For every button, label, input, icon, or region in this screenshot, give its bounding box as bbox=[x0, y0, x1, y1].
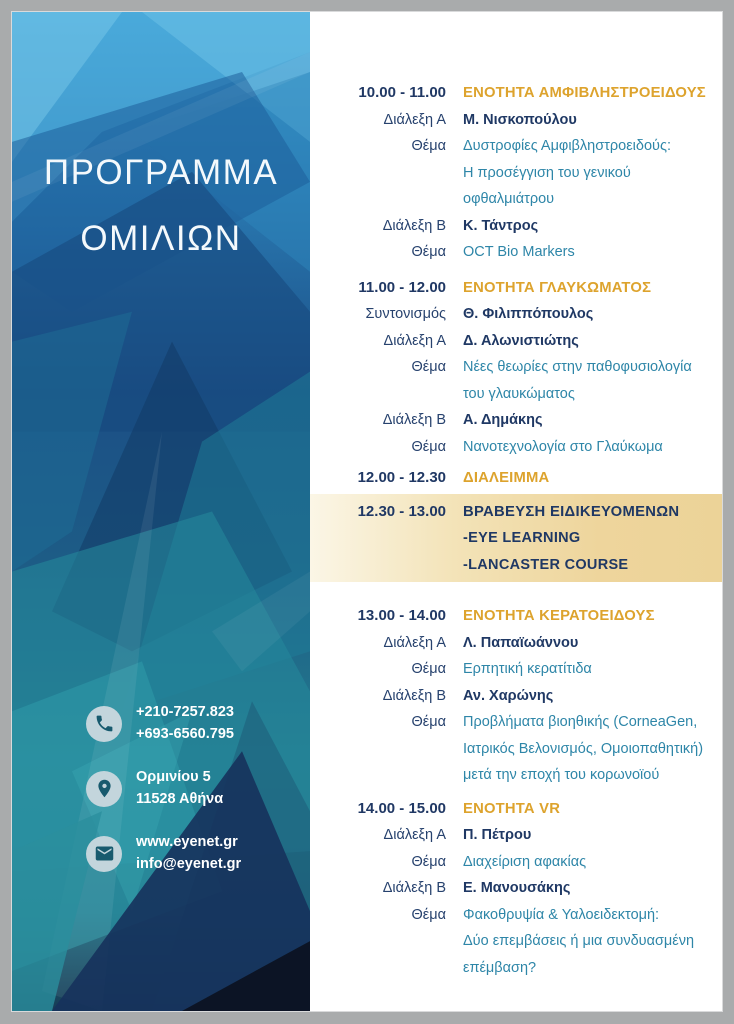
website-url: www.eyenet.gr bbox=[136, 834, 238, 850]
topic-text: Δύο επεμβάσεις ή μια συνδυασμένη bbox=[463, 933, 695, 949]
row-label: Διάλεξη Α bbox=[383, 111, 446, 128]
session-header-row bbox=[310, 465, 722, 492]
speaker-name: Κ. Τάντρος bbox=[463, 217, 539, 234]
contact-phone-text bbox=[136, 702, 234, 745]
row-label: Διάλεξη Β bbox=[382, 880, 446, 896]
row-label: Διάλεξη Α bbox=[383, 332, 446, 349]
session-row bbox=[310, 656, 722, 683]
session-row bbox=[310, 709, 722, 736]
contact-phone bbox=[86, 702, 241, 745]
contact-web-text bbox=[136, 832, 241, 875]
contact-web bbox=[86, 832, 241, 875]
session-header-row bbox=[310, 796, 722, 823]
session-row bbox=[310, 683, 722, 710]
speaker-name: Θ. Φιλιππόπουλος bbox=[463, 306, 594, 322]
poster-title-line2: ΟΜΙΛΙΩΝ bbox=[80, 219, 242, 258]
topic-text: OCT Bio Markers bbox=[463, 244, 575, 260]
row-label: Θέμα bbox=[411, 853, 446, 870]
session-row bbox=[310, 928, 722, 955]
session-block bbox=[310, 465, 722, 492]
schedule bbox=[310, 12, 722, 1011]
topic-text: Νανοτεχνολογία στο Γλαύκωμα bbox=[463, 438, 663, 455]
speaker-name: Μ. Νισκοπούλου bbox=[463, 111, 577, 128]
session-block bbox=[310, 796, 722, 982]
session-row bbox=[310, 213, 722, 240]
speaker-name: Π. Πέτρου bbox=[463, 827, 532, 843]
contact-block bbox=[86, 702, 241, 875]
session-row bbox=[310, 434, 722, 461]
topic-text: Προβλήματα βιοηθικής (CorneaGen, bbox=[463, 714, 698, 730]
contact-address-text bbox=[136, 767, 223, 810]
session-time: 12.00 - 12.30 bbox=[357, 469, 446, 486]
topic-text: Ερπητική κερατίτιδα bbox=[463, 661, 592, 677]
award-line: -EYE LEARNING bbox=[463, 530, 581, 546]
phone-number-2: +693-6560.795 bbox=[136, 725, 234, 742]
session-title: ΕΝΟΤΗΤΑ ΚΕΡΑΤΟΕΙΔΟΥΣ bbox=[463, 608, 655, 624]
speaker-name: Δ. Αλωνιστιώτης bbox=[463, 332, 579, 349]
session-title: ΔΙΑΛΕΙΜΜΑ bbox=[463, 470, 550, 486]
session-header-row bbox=[310, 499, 722, 526]
session-header-row bbox=[310, 275, 722, 302]
session-row bbox=[310, 822, 722, 849]
speaker-name: Α. Δημάκης bbox=[463, 412, 543, 428]
speaker-name: Ε. Μανουσάκης bbox=[463, 880, 571, 896]
address-line1: Ορμινίου 5 bbox=[136, 769, 211, 785]
row-label: Διάλεξη Β bbox=[382, 687, 446, 704]
session-list bbox=[310, 80, 722, 981]
session-row bbox=[310, 407, 722, 434]
row-label: Διάλεξη Β bbox=[382, 217, 446, 234]
topic-text: επέμβαση? bbox=[463, 959, 537, 976]
speaker-name: Λ. Παπαϊωάννου bbox=[463, 634, 579, 651]
row-label: Διάλεξη Α bbox=[383, 827, 446, 843]
poster-page bbox=[11, 11, 723, 1012]
email-address: info@eyenet.gr bbox=[136, 855, 242, 872]
topic-text: Η προσέγγιση του γενικού bbox=[463, 164, 631, 181]
session-block bbox=[310, 80, 722, 266]
session-title: ΒΡΑΒΕΥΣΗ ΕΙΔΙΚΕΥΟΜΕΝΩΝ bbox=[463, 503, 680, 520]
poster-title bbox=[12, 140, 310, 272]
session-row bbox=[310, 239, 722, 266]
row-label: Θέμα bbox=[411, 906, 446, 923]
session-block bbox=[310, 275, 722, 461]
session-row bbox=[310, 630, 722, 657]
phone-icon bbox=[86, 706, 122, 742]
session-row bbox=[310, 736, 722, 763]
awards-band bbox=[310, 494, 722, 583]
row-label: Θέμα bbox=[411, 138, 446, 154]
contact-address bbox=[86, 767, 241, 810]
session-row bbox=[310, 186, 722, 213]
session-header-row bbox=[310, 603, 722, 630]
session-row bbox=[310, 160, 722, 187]
poster-title-line1: ΠΡΟΓΡΑΜΜΑ bbox=[43, 153, 279, 192]
topic-text: Δυστροφίες Αμφιβληστροειδούς: bbox=[463, 138, 671, 154]
topic-text: μετά την εποχή του κορωνοϊού bbox=[463, 767, 660, 783]
session-title: ΕΝΟΤΗΤΑ ΓΛΑΥΚΩΜΑΤΟΣ bbox=[463, 279, 652, 296]
address-line2: 11528 Αθήνα bbox=[136, 790, 224, 807]
session-row bbox=[310, 301, 722, 328]
topic-text: οφθαλμιάτρου bbox=[463, 191, 555, 207]
row-label: Θέμα bbox=[411, 244, 446, 260]
session-row bbox=[310, 133, 722, 160]
session-header-row bbox=[310, 80, 722, 107]
speaker-name: Αν. Χαρώνης bbox=[463, 687, 554, 704]
mail-icon bbox=[86, 836, 122, 872]
row-label: Συντονισμός bbox=[365, 306, 446, 322]
row-label: Διάλεξη Α bbox=[383, 634, 446, 651]
session-time: 14.00 - 15.00 bbox=[357, 799, 446, 817]
session-time: 10.00 - 11.00 bbox=[358, 84, 446, 101]
location-icon bbox=[86, 771, 122, 807]
phone-number-1: +210-7257.823 bbox=[136, 704, 234, 720]
session-row bbox=[310, 107, 722, 134]
row-label: Θέμα bbox=[411, 438, 446, 455]
award-line: -LANCASTER COURSE bbox=[463, 556, 629, 573]
session-row bbox=[310, 762, 722, 789]
session-row bbox=[310, 525, 722, 552]
topic-text: Φακοθρυψία & Υαλοειδεκτομή: bbox=[463, 906, 660, 923]
session-row bbox=[310, 955, 722, 982]
row-label: Θέμα bbox=[411, 359, 446, 375]
session-row bbox=[310, 354, 722, 381]
session-time: 13.00 - 14.00 bbox=[357, 607, 446, 624]
session-time: 11.00 - 12.00 bbox=[358, 278, 446, 296]
row-label: Διάλεξη Β bbox=[382, 412, 446, 428]
session-row bbox=[310, 875, 722, 902]
session-title: ΕΝΟΤΗΤΑ VR bbox=[463, 800, 561, 817]
session-time: 12.30 - 13.00 bbox=[357, 502, 446, 520]
topic-text: Ιατρικός Βελονισμός, Ομοιοπαθητική) bbox=[463, 740, 704, 757]
session-row bbox=[310, 381, 722, 408]
topic-text: του γλαυκώματος bbox=[463, 385, 575, 402]
session-row bbox=[310, 328, 722, 355]
session-row bbox=[310, 552, 722, 579]
topic-text: Διαχείριση αφακίας bbox=[463, 853, 587, 870]
session-row bbox=[310, 902, 722, 929]
row-label: Θέμα bbox=[411, 714, 446, 730]
session-block bbox=[310, 603, 722, 789]
session-title: ΕΝΟΤΗΤΑ ΑΜΦΙΒΛΗΣΤΡΟΕΙΔΟΥΣ bbox=[463, 85, 706, 101]
session-row bbox=[310, 849, 722, 876]
topic-text: Νέες θεωρίες στην παθοφυσιολογία bbox=[463, 359, 692, 375]
sidebar bbox=[12, 12, 310, 1011]
row-label: Θέμα bbox=[411, 661, 446, 677]
